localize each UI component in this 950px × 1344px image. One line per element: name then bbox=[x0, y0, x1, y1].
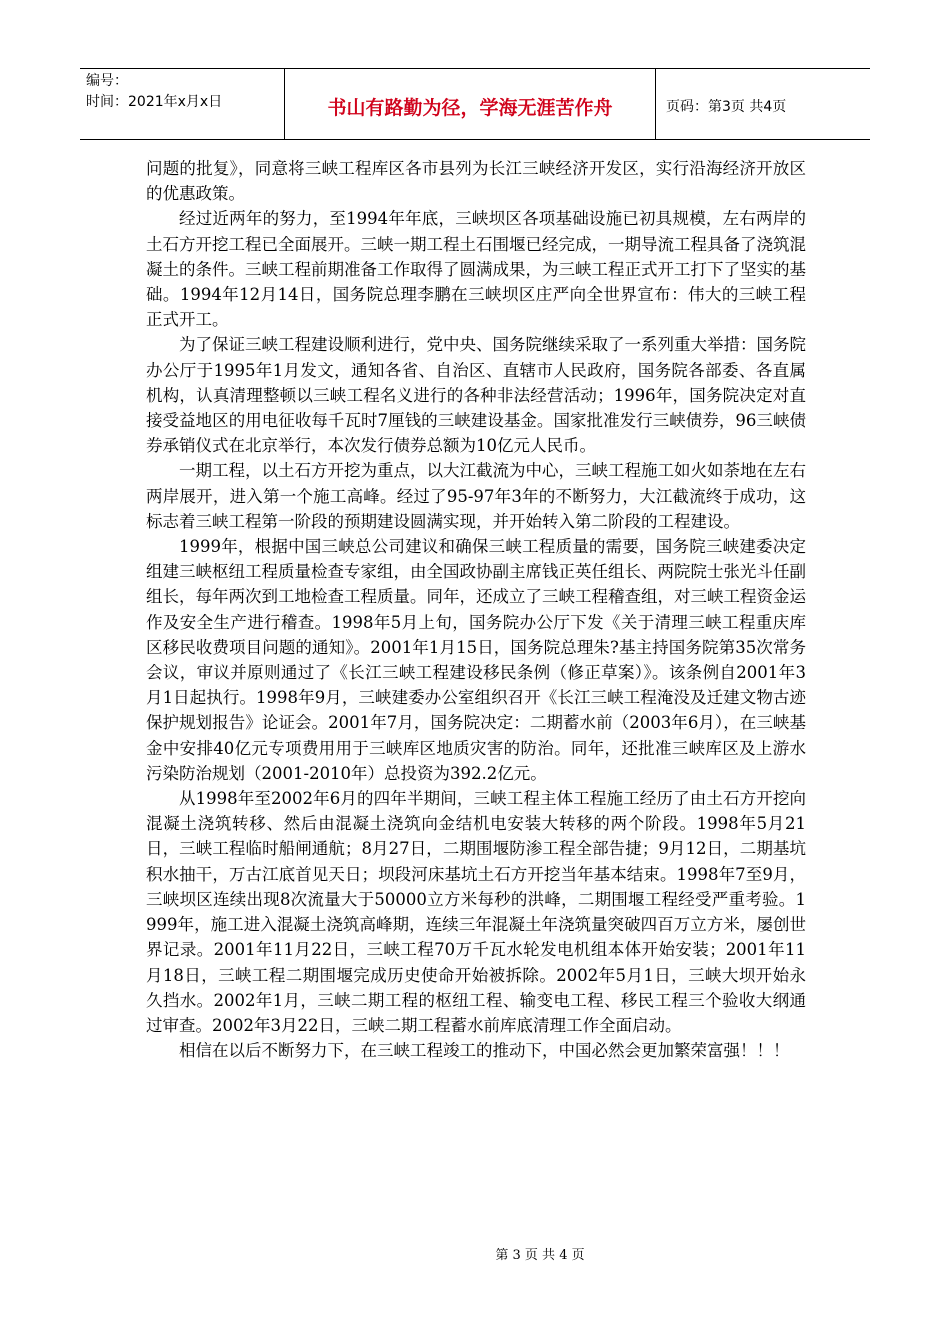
header-motto-cell bbox=[285, 69, 656, 139]
document-body bbox=[146, 156, 806, 1063]
document-number-label: 编号： bbox=[86, 73, 128, 89]
header-motto: 书山有路勤为径，学海无涯苦作舟 bbox=[327, 96, 613, 119]
paragraph: 从1998年至2002年6月的四年半期间，三峡工程主体工程施工经历了由土石方开挖向混凝土浇筑转移、然后由混凝土浇筑向金结机电安装大转移的两个阶段。1998年5月21日，三峡工程临时船闸通航；8月27日，二期围堰防渗工程全部告捷；9月12日，二期基坑积水抽干，万古江底首见天日；坝段河床基坑土石方开挖当年基本结束。1998年7至9月，三峡坝区连续出现8次流量大于50000立方米每秒的洪峰，二期围堰工程经受严重考验。1999年，施工进入混凝土浇筑高峰期，连续三年混凝土年浇筑量突破四百万立方米，屡创世界记录。2001年11月22日，三峡工程70万千瓦水轮发电机组本体开始安装；2001年11月18日，三峡工程二期围堰完成历史使命开始被拆除。2002年5月1日，三峡大坝开始永久挡水。2002年1月，三峡二期工程的枢纽工程、输变电工程、移民工程三个验收大纲通过审查。2002年3月22日，三峡二期工程蓄水前库底清理工作全面启动。 bbox=[146, 789, 806, 1035]
paragraph: 经过近两年的努力，至1994年年底，三峡坝区各项基础设施已初具规模，左右两岸的土石方开挖工程已全面展开。三峡一期工程土石围堰已经完成，一期导流工程具备了浇筑混凝土的条件。三峡工程前期准备工作取得了圆满成果，为三峡工程正式开工打下了坚实的基础。1994年12月14日，国务院总理李鹏在三峡坝区庄严向全世界宣布：伟大的三峡工程正式开工。 bbox=[146, 209, 806, 330]
paragraph: 相信在以后不断努力下，在三峡工程竣工的推动下，中国必然会更加繁荣富强！！！ bbox=[179, 1041, 790, 1061]
header-page-info: 页码：第3页 共4页 bbox=[666, 99, 787, 115]
document-date: 时间：2021年x月x日 bbox=[86, 94, 223, 110]
paragraph: 为了保证三峡工程建设顺利进行，党中央、国务院继续采取了一系列重大举措：国务院办公厅于1995年1月发文，通知各省、自治区、直辖市人民政府，国务院各部委、各直属机构，认真清理整顿以三峡工程名义进行的各种非法经营活动；1996年，国务院决定对直接受益地区的用电征收每千瓦时7厘钱的三峡建设基金。国家批准发行三峡债券，96三峡债券承销仪式在北京举行，本次发行债券总额为10亿元人民币。 bbox=[146, 335, 806, 456]
paragraph: 问题的批复》，同意将三峡工程库区各市县列为长江三峡经济开发区，实行沿海经济开放区的优惠政策。 bbox=[146, 159, 806, 204]
paragraph: 一期工程，以土石方开挖为重点，以大江截流为中心，三峡工程施工如火如荼地在左右两岸展开，进入第一个施工高峰。经过了95-97年3年的不断努力，大江截流终于成功，这标志着三峡工程第一阶段的预期建设圆满实现，并开始转入第二阶段的工程建设。 bbox=[146, 461, 806, 531]
header-meta bbox=[80, 69, 285, 139]
paragraph: 1999年，根据中国三峡总公司建议和确保三峡工程质量的需要，国务院三峡建委决定组建三峡枢纽工程质量检查专家组，由全国政协副主席钱正英任组长、两院院士张光斗任副组长，每年两次到工地检查工程质量。同年，还成立了三峡工程稽查组，对三峡工程资金运作及安全生产进行稽查。1998年5月上旬，国务院办公厅下发《关于清理三峡工程重庆库区移民收费项目问题的通知》。2001年1月15日，国务院总理朱?基主持国务院第35次常务会议，审议并原则通过了《长江三峡工程建设移民条例（修正草案）》。该条例自2001年3月1日起执行。1998年9月，三峡建委办公室组织召开《长江三峡工程淹没及迁建文物古迹保护规划报告》论证会。2001年7月，国务院决定：二期蓄水前（2003年6月），在三峡基金中安排40亿元专项费用用于三峡库区地质灾害的防治。同年，还批准三峡库区及上游水污染防治规划（2001-2010年）总投资为392.2亿元。 bbox=[146, 537, 806, 783]
page-header bbox=[80, 68, 870, 140]
page-footer: 第 3 页 共 4 页 bbox=[495, 1248, 585, 1263]
